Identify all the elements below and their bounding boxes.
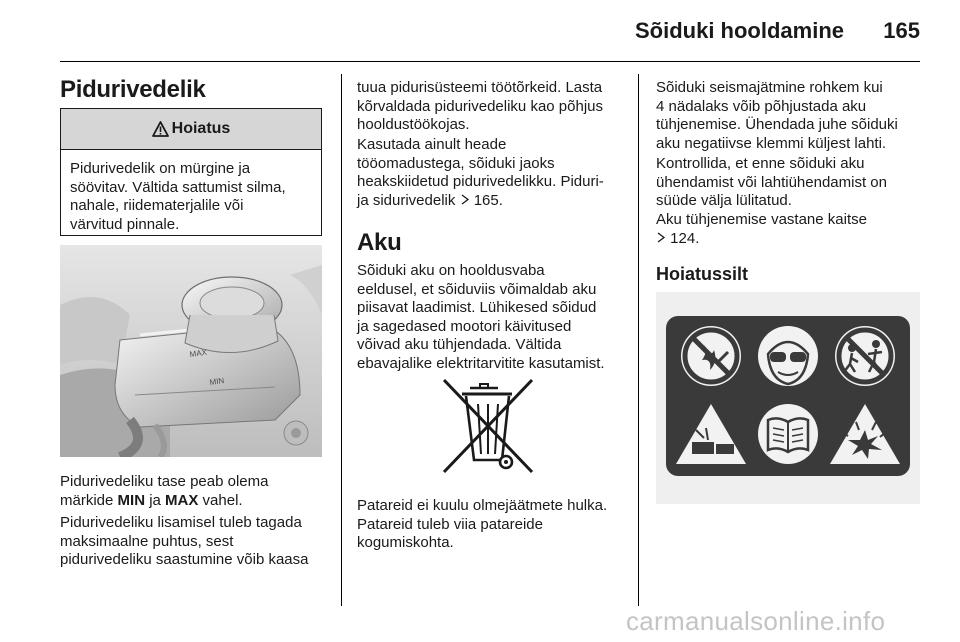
page-reference-arrow-icon[interactable]: [656, 230, 666, 249]
watermark-text: carmanualsonline.info: [626, 606, 886, 636]
text-line: eeldusel, et sõiduviis võimaldab aku: [357, 280, 597, 298]
text-line: Pidurivedeliku tase peab olema: [60, 473, 269, 490]
running-header-title: Sõiduki hooldamine: [634, 18, 844, 43]
page-reference-link[interactable]: 124.: [670, 229, 700, 247]
battery-warning-label-illustration: [656, 292, 920, 504]
text-line: võivad aku tühjendada. Vältida: [357, 336, 562, 354]
text-line: [357, 192, 632, 211]
eye-protection-icon: [758, 326, 818, 386]
text-line: piisavat laadimist. Lühikesed sõidud: [357, 299, 597, 317]
text-run: märkide: [60, 491, 118, 509]
brake-fluid-reservoir-illustration: [60, 245, 322, 457]
reservoir-min-label: MIN: [209, 376, 225, 387]
section-heading-battery: Aku: [357, 229, 402, 256]
text-line: ühendamist või lahtiühendamist on: [656, 173, 887, 191]
text-line: heakskiidetud pidurivedelikku. Piduri-: [357, 173, 604, 191]
text-line: kõrvaldada pidurivedeliku kao põhjus: [357, 97, 603, 115]
no-fire-icon: [681, 326, 741, 386]
text-line: Pidurivedeliku lisamisel tuleb tagada: [60, 514, 302, 531]
text-line: 4 nädalaks võib põhjustada aku: [656, 97, 867, 115]
text-line: ebavajalike elektritarvitite kasutamist.: [357, 354, 605, 372]
text-run: ja sidurivedelik: [357, 191, 460, 209]
paragraph-battery-storage: [656, 79, 931, 153]
read-manual-icon: [758, 404, 818, 464]
warning-line: nahale, riidematerjalile või: [70, 197, 244, 215]
text-line: hooldustöökojas.: [357, 116, 470, 134]
min-mark-label: MIN: [117, 491, 146, 509]
text-line: tühjenemise. Ühendada juhe sõiduki: [656, 116, 898, 134]
text-line: Patareid ei kuulu olmejäätmete hulka.: [357, 497, 608, 514]
keep-children-away-icon: [835, 326, 895, 386]
text-line: pidurivedeliku saastumine võib kaasa: [60, 551, 309, 569]
warning-triangle-icon: [152, 121, 169, 137]
text-line: Aku tühjenemise vastane kaitse: [656, 211, 867, 228]
warning-title: Hoiatus: [171, 120, 231, 137]
paragraph-fluid-cleanliness: [60, 514, 340, 570]
page-reference-arrow-icon[interactable]: [460, 192, 470, 211]
paragraph-ignition-off: [656, 155, 931, 211]
text-line: süüde välja lülitatud.: [656, 192, 792, 210]
text-line: Sõiduki seismajätmine rohkem kui: [656, 79, 883, 96]
text-line: Kasutada ainult heade: [357, 136, 507, 153]
text-line: kogumiskohta.: [357, 534, 454, 552]
reservoir-max-label: MAX: [189, 347, 208, 359]
column-divider-2: [638, 74, 639, 606]
text-run: ja: [145, 491, 166, 509]
paragraph-fluid-level: [60, 473, 330, 510]
warning-box: [60, 108, 322, 236]
text-line: tuua pidurisüsteemi töötõrkeid. Lasta: [357, 79, 603, 96]
warning-line: söövitav. Vältida sattumist silma,: [70, 178, 286, 196]
section-heading-brake-fluid: Pidurivedelik: [60, 76, 206, 103]
paragraph-discharge-protection: [656, 211, 931, 248]
page-reference-link[interactable]: 165.: [473, 191, 503, 209]
warning-line: Pidurivedelik on mürgine ja: [70, 160, 251, 177]
text-run: vahel.: [198, 491, 243, 509]
page-number: 165: [883, 18, 920, 43]
paragraph-brake-malfunction: [357, 79, 632, 135]
paragraph-battery-disposal: [357, 497, 637, 553]
max-mark-label: MAX: [165, 491, 199, 509]
text-line: ja sagedased mootori käivitused: [357, 317, 572, 335]
text-line: tööomadustega, sõiduki jaoks: [357, 154, 555, 172]
warning-text: [61, 150, 321, 244]
text-line: [60, 492, 330, 511]
warning-header: [61, 109, 321, 150]
text-line: aku negatiivse klemmi küljest lahti.: [656, 134, 887, 152]
warning-line: värvitud pinnale.: [70, 215, 180, 233]
section-heading-warning-label: Hoiatussilt: [656, 264, 749, 284]
text-line: Kontrollida, et enne sõiduki aku: [656, 155, 865, 172]
text-line: Sõiduki aku on hooldusvaba: [357, 262, 545, 279]
crossed-out-bin-icon: [432, 374, 544, 478]
text-line: [656, 230, 931, 249]
paragraph-approved-fluid: [357, 136, 632, 210]
paragraph-battery-maintenance: [357, 262, 637, 374]
text-line: maksimaalne puhtus, sest: [60, 532, 234, 550]
text-line: Patareid tuleb viia patareide: [357, 515, 543, 533]
header-rule: [60, 61, 920, 62]
column-divider-1: [341, 74, 342, 606]
